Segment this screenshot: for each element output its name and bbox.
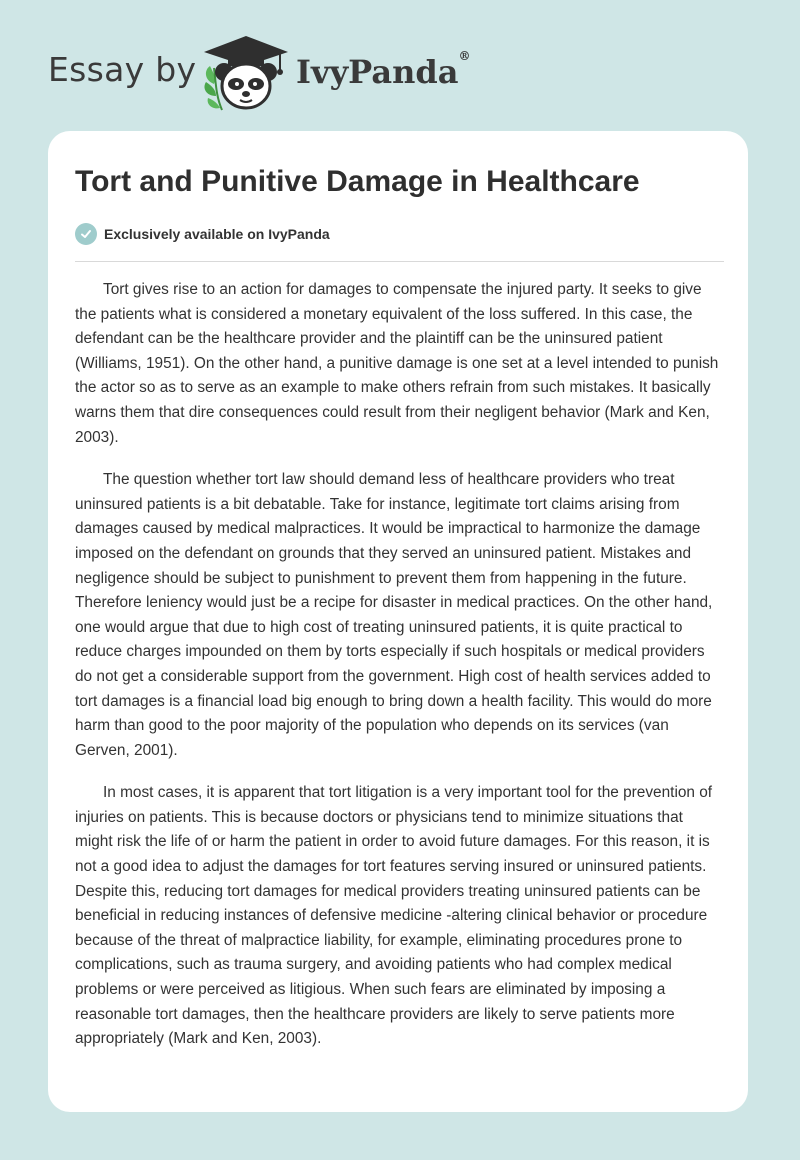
exclusive-badge bbox=[75, 221, 330, 247]
exclusive-label: Exclusively available on IvyPanda bbox=[104, 226, 330, 242]
essay-by-label: Essay by bbox=[48, 50, 197, 89]
divider bbox=[75, 261, 724, 262]
brand-name[interactable] bbox=[296, 49, 471, 91]
ivypanda-logo-icon[interactable] bbox=[200, 34, 292, 112]
paragraph: Tort gives rise to an action for damages to compensate the injured party. It seeks to give the patients what is considered a monetary equivalent of the loss suffered. In this case, the defendant can be the healthcare provider and the plaintiff can be the uninsured patient (Williams, 1951). On the other hand, a punitive damage is one set at a level intended to punish the actor so as to serve as an example to make others refrain from such mistakes. It basically warns them that dire consequences could result from their negligent behavior (Mark and Ken, 2003). bbox=[75, 281, 719, 446]
essay-card bbox=[48, 131, 748, 1112]
essay-body bbox=[75, 278, 724, 1070]
site-header bbox=[0, 0, 800, 130]
check-icon bbox=[75, 223, 97, 245]
registered-mark: ® bbox=[458, 49, 471, 63]
brand-text: IvyPanda bbox=[296, 53, 459, 91]
page-title: Tort and Punitive Damage in Healthcare bbox=[75, 165, 640, 198]
paragraph: The question whether tort law should demand less of healthcare providers who treat uninsured patients is a bit debatable. Take for instance, legitimate tort claims arising from damages caused by medical malpractices. It would be impractical to harmonize the damage imposed on the defendant on grounds that they served an uninsured patient. Mistakes and negligence should be subject to punishment to prevent them from happening in the future. Therefore leniency would just be a recipe for disaster in medical practices. On the other hand, one would argue that due to high cost of treating uninsured patients, it is quite practical to reduce charges impounded on them by torts especially if such hospitals or medical providers do not get a considerable support from the government. High cost of health services added to tort damages is a financial load big enough to bring down a health facility. This would do more harm than good to the poor majority of the population who depends on its services (van Gerven, 2001). bbox=[75, 471, 713, 759]
paragraph: In most cases, it is apparent that tort litigation is a very important tool for the prevention of injuries on patients. This is because doctors or physicians tend to minimize situations that might risk the life of or harm the patient in order to avoid future damages. For this reason, it is not a good idea to adjust the damages for tort features serving insured or uninsured patients. Despite this, reducing tort damages for medical providers treating uninsured patients can be beneficial in reducing instances of defensive medicine -altering clinical behavior or procedure because of the threat of malpractice liability, for example, eliminating procedures prone to complications, such as trauma surgery, and avoiding patients who had complex medical problems or were perceived as litigious. When such fears are eliminated by imposing a reasonable tort damages, then the healthcare providers are likely to serve patients more appropriately (Mark and Ken, 2003). bbox=[75, 784, 713, 1048]
